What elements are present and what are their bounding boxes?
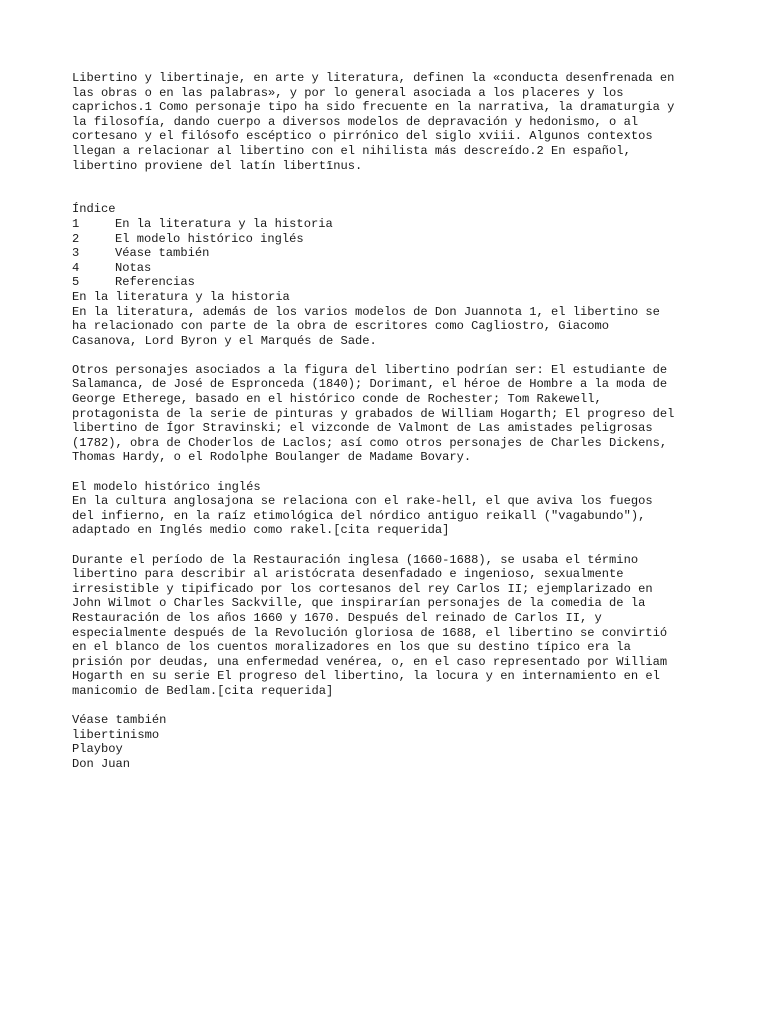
text-line: Thomas Hardy, o el Rodolphe Boulanger de Madame Bovary. bbox=[72, 450, 472, 465]
toc-item-label[interactable]: Referencias bbox=[115, 275, 195, 290]
paragraph bbox=[72, 494, 702, 538]
text-line: ha relacionado con parte de la obra de escritores como Cagliostro, Giacomo bbox=[72, 319, 610, 334]
paragraph bbox=[72, 305, 702, 349]
toc-item-label[interactable]: Notas bbox=[115, 260, 152, 275]
text-line: libertino para describir al aristócrata desenfadado e ingenioso, sexualmente bbox=[72, 567, 624, 582]
text-line: George Etherege, basado en el histórico conde de Rochester; Tom Rakewell, bbox=[72, 392, 602, 407]
text-line: Restauración de los años 1660 y 1670. Después del reinado de Carlos II, y bbox=[72, 610, 602, 625]
paragraph bbox=[72, 363, 702, 465]
text-line: protagonista de la serie de pinturas y grabados de William Hogarth; El progreso del bbox=[72, 406, 675, 421]
toc-item[interactable] bbox=[72, 275, 702, 290]
text-line: libertino de Ígor Stravinski; el vizconde de Valmont de Las amistades peligrosas bbox=[72, 421, 653, 436]
intro-paragraph bbox=[72, 71, 702, 173]
toc-item[interactable] bbox=[72, 217, 702, 232]
text-line: En la literatura, además de los varios modelos de Don Juannota 1, el libertino se bbox=[72, 304, 660, 319]
paragraph bbox=[72, 553, 702, 699]
section-heading: Véase también bbox=[72, 713, 167, 728]
spacer bbox=[72, 173, 702, 202]
spacer bbox=[72, 699, 702, 714]
text-line: Durante el período de la Restauración inglesa (1660-1688), se usaba el término bbox=[72, 552, 639, 567]
spacer bbox=[72, 538, 702, 553]
text-line: (1782), obra de Choderlos de Laclos; así como otros personajes de Charles Dickens, bbox=[72, 435, 668, 450]
text-line: Hogarth en su serie El progreso del libertino, la locura y en internamiento en el bbox=[72, 669, 660, 684]
text-line: las obras o en las palabras», y por lo general asociada a los placeres y los bbox=[72, 85, 624, 100]
text-line: del infierno, en la raíz etimológica del nórdico antiguo reikall ("vagabundo"), bbox=[72, 508, 646, 523]
text-line: manicomio de Bedlam.[cita requerida] bbox=[72, 683, 334, 698]
toc-item-number: 2 bbox=[72, 231, 80, 246]
text-line: caprichos.1 Como personaje tipo ha sido frecuente en la narrativa, la dramaturgia y bbox=[72, 100, 675, 115]
document-page bbox=[72, 71, 702, 772]
text-line: cortesano y el filósofo escéptico o pirrónico del siglo xviii. Algunos contextos bbox=[72, 129, 653, 144]
text-line: prisión por deudas, una enfermedad venérea, o, en el caso representado por William bbox=[72, 654, 668, 669]
text-line: Otros personajes asociados a la figura del libertino podrían ser: El estudiante de bbox=[72, 362, 668, 377]
text-line: especialmente después de la Revolución gloriosa de 1688, el libertino se convirtió bbox=[72, 625, 668, 640]
text-line: adaptado en Inglés medio como rakel.[cita requerida] bbox=[72, 523, 450, 538]
text-line: la filosofía, dando cuerpo a diversos modelos de depravación y hedonismo, o al bbox=[72, 114, 639, 129]
toc-item-label[interactable]: En la literatura y la historia bbox=[115, 216, 333, 231]
text-line: en el blanco de los cuentos moralizadores en los que su destino típico era la bbox=[72, 640, 631, 655]
see-also-link[interactable]: Playboy bbox=[72, 742, 123, 757]
toc-item[interactable] bbox=[72, 232, 702, 247]
text-line: Salamanca, de José de Espronceda (1840); Dorimant, el héroe de Hombre a la moda de bbox=[72, 377, 668, 392]
toc-item[interactable] bbox=[72, 261, 702, 276]
section-modelo-ingles bbox=[72, 480, 702, 699]
toc-item[interactable] bbox=[72, 246, 702, 261]
text-line: Casanova, Lord Byron y el Marqués de Sade. bbox=[72, 333, 377, 348]
toc-item-number: 4 bbox=[72, 260, 80, 275]
text-line: En la cultura anglosajona se relaciona con el rake-hell, el que aviva los fuegos bbox=[72, 494, 653, 509]
section-heading: En la literatura y la historia bbox=[72, 289, 290, 304]
text-line: libertino proviene del latín libertīnus. bbox=[72, 158, 363, 173]
text-line: Libertino y libertinaje, en arte y literatura, definen la «conducta desenfrenada en bbox=[72, 71, 675, 85]
spacer bbox=[72, 465, 702, 480]
spacer bbox=[72, 348, 702, 363]
table-of-contents bbox=[72, 202, 702, 290]
section-literatura bbox=[72, 290, 702, 465]
see-also-link[interactable]: Don Juan bbox=[72, 756, 131, 771]
toc-item-number: 3 bbox=[72, 246, 80, 261]
toc-title: Índice bbox=[72, 202, 116, 217]
toc-item-number: 1 bbox=[72, 216, 80, 231]
section-vease-tambien bbox=[72, 713, 702, 771]
text-line: John Wilmot o Charles Sackville, que inspirarían personajes de la comedia de la bbox=[72, 596, 646, 611]
section-heading: El modelo histórico inglés bbox=[72, 479, 261, 494]
toc-item-label[interactable]: El modelo histórico inglés bbox=[115, 231, 304, 246]
toc-item-label[interactable]: Véase también bbox=[115, 246, 210, 261]
toc-item-number: 5 bbox=[72, 275, 80, 290]
see-also-link[interactable]: libertinismo bbox=[72, 727, 160, 742]
text-line: irresistible y tipificado por los cortesanos del rey Carlos II; ejemplarizado en bbox=[72, 581, 653, 596]
text-line: llegan a relacionar al libertino con el nihilista más descreído.2 En español, bbox=[72, 143, 631, 158]
